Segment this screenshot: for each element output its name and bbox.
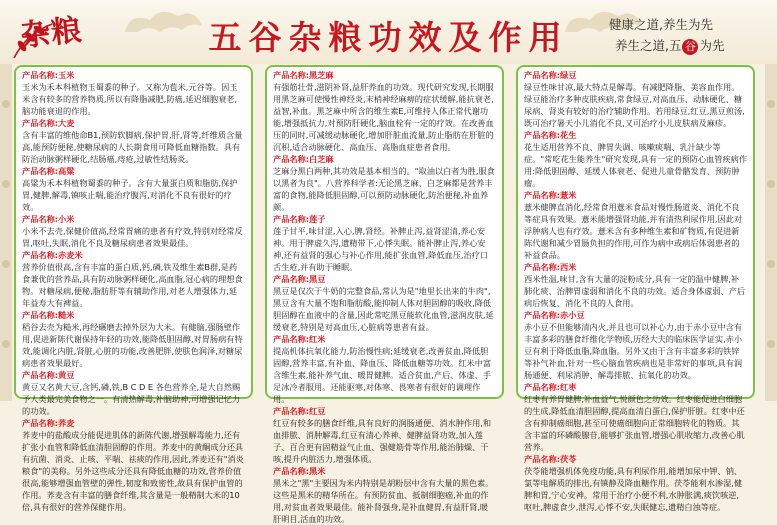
grain-desc: 黑米之"黑"主要因为米内特别是胡粉层中含有大量的黑色素。这些是黑米的精华所在。有预防贫血、抵制细胞癌,补血的作用,对贫血者效果最佳。能补肾强身,是补血健胃,有益肝肾,暖肝明目,活血的功效。 bbox=[273, 478, 494, 524]
grain-item-soybean bbox=[22, 369, 245, 417]
grain-name: 产品名称:红豆 bbox=[273, 406, 326, 416]
left-border-pattern bbox=[0, 64, 12, 401]
grain-item-red-date bbox=[524, 381, 747, 453]
grain-name: 产品名称:白芝麻 bbox=[273, 154, 334, 164]
grain-name: 产品名称:高粱 bbox=[22, 166, 75, 176]
grain-item-barley bbox=[22, 117, 245, 165]
grain-desc: 有强筋壮骨,滋阴补肾,益肝养血的功效。现代研究发现,长期服用黑芝麻可使慢性神经炎,末梢神经麻痹的症状缓解,能抗衰老,益智,补血。黑芝麻中所含的维生素E,可维持人体正常代谢功能,增强抵抗力,对预防肝硬化,脑血栓有一定的疗效。在改善血压的同时,可减缓动脉硬化,增加肝脏血流量,防止脂肪在肝脏的沉积,适合动脉硬化、高血压、高脂血症患者食用。 bbox=[273, 82, 494, 152]
grain-name: 产品名称:红米 bbox=[273, 334, 326, 344]
grain-name: 产品名称:黑米 bbox=[273, 466, 326, 476]
grain-item-job-tears bbox=[524, 189, 747, 261]
logo-text: 杂粮 bbox=[18, 12, 85, 55]
grain-name: 产品名称:黄豆 bbox=[22, 370, 75, 380]
grain-item-lotus-seed bbox=[273, 213, 496, 273]
panel-left bbox=[14, 65, 253, 512]
grain-item-black-sesame bbox=[273, 69, 496, 153]
slogan-line-2 bbox=[609, 35, 759, 56]
grain-name: 产品名称:小米 bbox=[22, 214, 75, 224]
grain-desc: 红枣有养胃健脾,补血益气,悦颜色之功效。红枣能促进白细胞的生成,降低血清胆固醇,提高血清白蛋白,保护肝脏。红枣中还含有抑制癌细胞,甚至可使癌细胞向正常细胞转化的物质。其含丰富的环磷酸腺苷,能够扩张血管,增强心肌收缩力,改善心肌营养。 bbox=[524, 394, 745, 452]
grain-name: 产品名称:绿豆 bbox=[524, 70, 577, 80]
grain-desc: 薏米健脾直消化,经常食用薏米食品对慢性肠道炎、消化不良等症具有效果。薏米能增强肾功能,并有清热利尿作用,因此对浮肿病人也有疗效。薏米含有多种维生素和矿物质,有促进新陈代谢和减少胃肠负担的作用,可作为病中或病后体弱患者的补益食品。 bbox=[524, 202, 743, 260]
grain-desc: 花生适用营养不良、脾胃失调、咳嗽痰喘、乳汁缺少等症。"常吃花生能养生"研究发现,具有一定的预防心血管疾病作用:降低胆固醇、延缓人体衰老、促进儿童骨骼发育、预防肿瘤。 bbox=[524, 142, 748, 188]
grain-item-poria bbox=[524, 453, 747, 513]
grain-name: 产品名称:花生 bbox=[524, 130, 577, 140]
grain-name: 产品名称:赤小豆 bbox=[524, 310, 585, 320]
grain-name: 产品名称:红枣 bbox=[524, 382, 577, 392]
grain-desc: 高粱为禾本科植物蜀黍的种子。含有大量蛋白质和脂肪,保护胃,健脾,解毒,镇咳止喘,能治疗腹泻,对消化不良有很好的疗效。 bbox=[22, 178, 238, 212]
grain-desc: 小米不去壳,保健价值高,经常胃痛的患者有疗效,特别对经常反胃,呕吐,失眠,消化不良及糖尿病患者效果最佳。 bbox=[22, 226, 243, 248]
grain-desc: 黑豆是仅次于牛奶的完整食品,常认为是"地里长出来的牛肉",黑豆含有大量不饱和脂肪酸,能抑制人体对胆固醇的吸收,降低胆固醇在血液中的含量,因此常吃黑豆能软化血管,滋润皮肤,延缓衰老,特别是对高血压,心脏病等患者有益。 bbox=[273, 286, 494, 332]
grain-item-oat bbox=[22, 249, 245, 309]
grain-name: 产品名称:黑豆 bbox=[273, 274, 326, 284]
grain-item-brown-rice bbox=[22, 309, 245, 369]
grain-desc: 黄豆又名黄大豆,含钙,磷,铁,B C D E 各色营养全,是大自然赐予人类最完美食物之一。有清热解毒,补脑助神,可增强记忆力的功效。 bbox=[22, 382, 241, 416]
grain-item-sago bbox=[524, 261, 747, 309]
grain-item-red-rice bbox=[273, 333, 496, 405]
slogan bbox=[609, 14, 759, 56]
grain-item-white-sesame bbox=[273, 153, 496, 213]
grain-name: 产品名称:莲子 bbox=[273, 214, 326, 224]
page-title: 五谷杂粮功效及作用 bbox=[208, 18, 569, 57]
grain-item-corn bbox=[22, 69, 245, 117]
panel-right bbox=[516, 65, 755, 512]
grain-item-sorghum bbox=[22, 165, 245, 213]
grain-name: 产品名称:茯苓 bbox=[524, 454, 577, 464]
grain-desc: 绿豆性味甘凉,最大特点是解毒。有减肥降脂、美容血作用。绿豆能治疗多种皮肤疾病,常食绿豆,对高血压、动脉硬化、糖尿病、肾炎有较好的治疗辅助作用。若用绿豆,红豆,黑豆煎汤,既可治疗暑天小儿消化不良,又可治疗小儿皮肤病及麻疹。 bbox=[524, 82, 745, 128]
grain-desc: 营养价值很高,含有丰富的蛋白质,钙,磷,铁及维生素B群,是药食兼优的营养品,具有防动脉粥样硬化,高血脂,冠心病的理想食物。对糖尿病,便秘,脂肪肝等有辅助作用,对老人增强体力,延年益寿大有裨益。 bbox=[22, 262, 243, 308]
grain-name: 产品名称:玉米 bbox=[22, 70, 75, 80]
grain-name: 产品名称:荞麦 bbox=[22, 418, 75, 428]
grain-name: 产品名称:大麦 bbox=[22, 118, 75, 128]
grain-item-peanut bbox=[524, 129, 747, 189]
grain-desc: 提高机体抗氧化能力,防治慢性病;延缓衰老,改善贫血,降低胆固醇,营养丰富,有补血、降血压、降低血糖等功效。红米中富含维生素,能补养气血、暖胃健脾。适合贫血,产后、体虚、手足冰冷者服用。还能驱寒,对体寒、畏寒者有很好的调理作用。 bbox=[273, 346, 492, 404]
grain-name: 产品名称:糙米 bbox=[22, 310, 75, 320]
slogan-key-char: 谷 bbox=[682, 39, 698, 55]
slogan-line-2-prefix: 养生之道,五 bbox=[615, 38, 682, 53]
right-border-pattern bbox=[765, 64, 777, 401]
grain-desc: 西米性温,味甘,含有大量的淀粉成分,具有一定的温中健脾,补肺化痰、治脾胃虚弱和消化不良的功效。适合身体虚弱、产后病后恢复、消化不良的人食用。 bbox=[524, 274, 746, 308]
grain-desc: 含有丰富的维他命B1,预防软脚病,保护胃,肝,肾等,纤维质含量高,能预防便秘,使糖尿病的人长期食用可降低血糖指数。具有防治动脉粥样硬化,结肠癌,痔疮,过敏性结肠炎。 bbox=[22, 130, 243, 164]
grain-desc: 玉米为禾本科植物玉蜀黍的种子。又称为苞米,元谷等。因玉米含有较多的营养物质,所以有降脂减肥,防癌,延迟细胞衰老,脑功能衰退的作用。 bbox=[22, 82, 238, 116]
grain-desc: 茯苓能增强机体免疫功能,具有利尿作用,能增加尿中钾、钠、氯等电解质的排出,有镇静及降血糖作用。茯苓能利水渗湿,健脾和胃,宁心安神。常用于治疗小便不利,水肿胀满,痰饮咳逆,呕吐,脾虚食少,泄泻,心悸不安,失眠健忘,遗精白浊等症。 bbox=[524, 466, 743, 512]
grain-name: 产品名称:黑芝麻 bbox=[273, 70, 334, 80]
grain-item-adzuki-bean bbox=[524, 309, 747, 381]
grain-desc: 赤小豆不但能够清内火,并且也可以补心力,由于赤小豆中含有丰富多彩的膳食纤维化学物质,历经大夫的临床医学证实,赤小豆有利于降低血脂,降血脂。另外又由于含有丰富多彩的铁锌等补气补血,针对一些心脑血管疾病也是非常好的事项,具有润肠通便、利尿消肿、解毒排脓、抗氧化的功效。 bbox=[524, 322, 743, 380]
grain-item-buckwheat bbox=[22, 417, 245, 513]
grain-item-black-bean bbox=[273, 273, 496, 333]
grain-item-black-rice bbox=[273, 465, 496, 525]
grain-desc: 荞麦中的盐酸成分能促进肌体的新陈代谢,增强解毒能力,还有扩张小血管和降低血清胆固醇的作用。荞麦中的黄酮成分还具有抗菌、消炎、止咳、平喘、祛痰的作用,因此,荞麦还有"消炎粮食"的美称。另外这些成分还具有降低血糖的功效,营养价值很高,能够增强血管壁的弹性,韧度和致密性,故具有保护血管的作用。荞麦含有丰富的膳食纤维,其含量是一般精制大米的10倍,具有很好的营养保健作用。 bbox=[22, 430, 244, 512]
grain-desc: 红豆有较多的膳食纤维,具有良好的润肠通便、消水肿作用,和血排脓、消肿解毒,红豆有清心养神、健脾益肾功效,加入莲子、百合更有固精益气止血、强健筋骨等作用,能治肺燥、干咳,提升内脏活力,增强体质。 bbox=[273, 418, 492, 464]
grain-name: 产品名称:西米 bbox=[524, 262, 577, 272]
grain-name: 产品名称:薏米 bbox=[524, 190, 577, 200]
grain-desc: 稻谷去壳为糙米,再经碾磨去掉外层为大米。有健脑,强肠壁作用,促进新陈代谢保持年轻的功效,能降低胆固醇,对胃肠病有特效,能调化内脏,肾脏,心脏的功能,改善肥胖,使肤色润泽,对糖尿病患者效果最好。 bbox=[22, 322, 243, 368]
slogan-line-1: 健康之道,养生为先 bbox=[609, 17, 713, 32]
grain-name: 产品名称:赤麦米 bbox=[22, 250, 83, 260]
panel-middle bbox=[265, 65, 504, 524]
grain-item-millet bbox=[22, 213, 245, 249]
slogan-line-2-suffix: 为先 bbox=[699, 38, 725, 53]
grain-desc: 莲子甘平,味甘涩,入心,脾,肾经。补脾止泻,益肾涩清,养心安神。用于脾虚久泻,遗精带下,心悸失眠。能补脾止泻,养心安神,还有益肾的强心与补心作用,能扩张血管,降低血压,治疗口舌生疮,并有助于睡眠。 bbox=[273, 226, 489, 272]
grain-desc: 芝麻分黑白两种,其功效是基本相当的。"取油以白者为胜,服食以黑者为良"。八营养科学者:无论黑芝麻、白芝麻都是营养丰富的食物,能降低胆固醇,可以预防动脉硬化,防治便秘,补血养颜。 bbox=[273, 166, 495, 212]
grain-item-red-bean bbox=[273, 405, 496, 465]
grain-item-mung-bean bbox=[524, 69, 747, 129]
